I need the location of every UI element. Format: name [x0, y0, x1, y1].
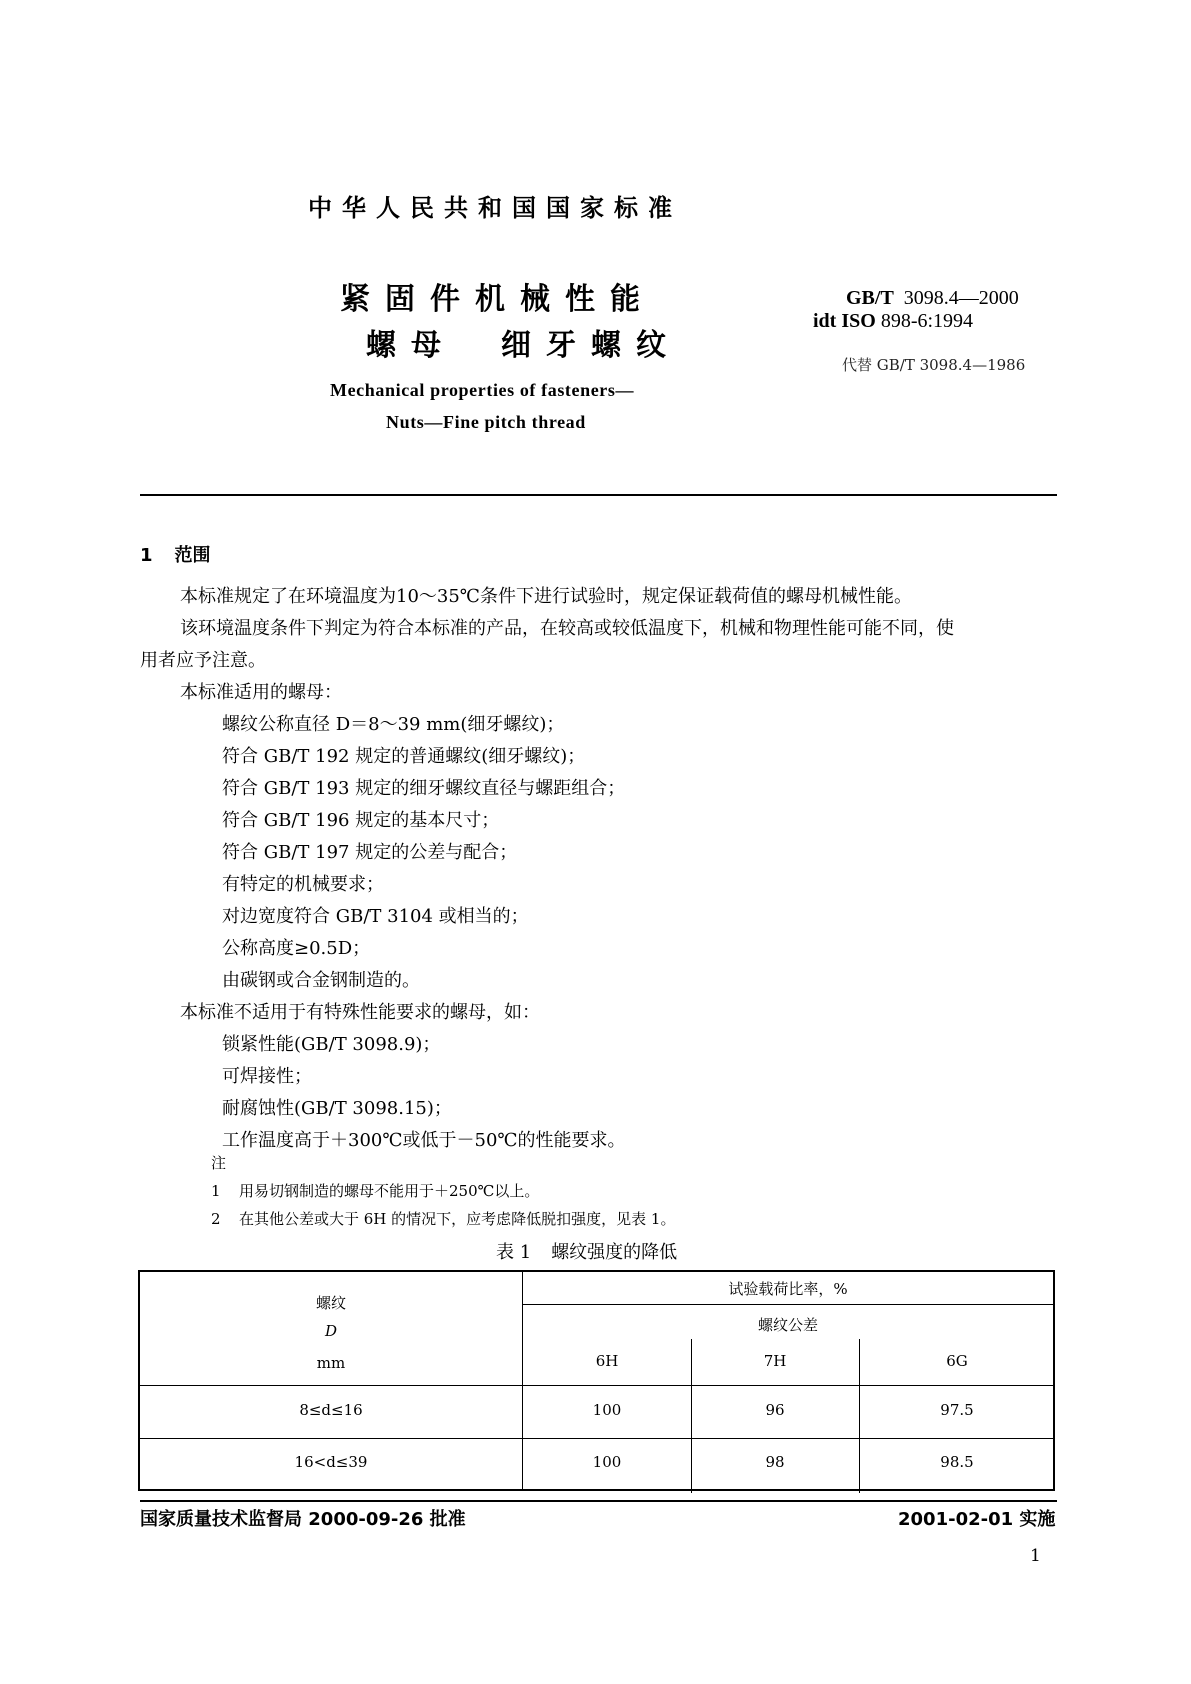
- table-header-6g: 6G: [946, 1352, 968, 1370]
- standard-code-number: 3098.4—2000: [903, 287, 1019, 309]
- list-item: 符合 GB/T 193 规定的细牙螺纹直径与螺距组合；: [222, 778, 626, 799]
- title-chinese-line2: 螺母 细牙螺纹: [366, 328, 681, 363]
- table-vline-col2: [691, 1339, 692, 1493]
- list-item: 符合 GB/T 196 规定的基本尺寸；: [222, 810, 500, 831]
- table-header-load-ratio: 试验载荷比率，%: [728, 1280, 848, 1298]
- title-english-line2: Nuts—Fine pitch thread: [386, 412, 586, 432]
- note-text: 在其他公差或大于 6H 的情况下，应考虑降低脱扣强度，见表 1。: [239, 1210, 676, 1228]
- table-vline-col1: [522, 1272, 523, 1385]
- note-item: [211, 1180, 539, 1201]
- notes-label: 注: [211, 1154, 227, 1172]
- title-english-line1: Mechanical properties of fasteners—: [330, 380, 635, 400]
- table-caption-label: 表 1: [496, 1242, 532, 1263]
- note-number: 1: [211, 1182, 221, 1200]
- table-cell-range: 8≤d≤16: [299, 1401, 363, 1419]
- table-header-6h: 6H: [595, 1352, 619, 1370]
- list-item: 对边宽度符合 GB/T 3104 或相当的；: [222, 906, 529, 927]
- list-item: 可焊接性；: [222, 1066, 312, 1087]
- list-item: 锁紧性能(GB/T 3098.9)；: [222, 1034, 441, 1055]
- effective-date: 2001-02-01 实施: [898, 1509, 1056, 1530]
- idt-number: 898-6:1994: [880, 310, 974, 332]
- paragraph-2-line2: 用者应予注意。: [140, 650, 266, 671]
- table-caption-title: 螺纹强度的降低: [551, 1242, 678, 1263]
- thread-strength-table: [138, 1270, 1055, 1491]
- standard-code-prefix: GB/T: [846, 287, 894, 309]
- list-item: 螺纹公称直径 D＝8～39 mm(细牙螺纹)；: [222, 714, 565, 735]
- table-header-thread: 螺纹: [315, 1294, 347, 1312]
- table-caption: [496, 1238, 677, 1264]
- standard-organization: 中华人民共和国国家标准: [308, 194, 682, 222]
- table-vline-col3: [859, 1339, 860, 1493]
- title-chinese-line1: 紧固件机械性能: [340, 282, 655, 317]
- table-cell: 97.5: [940, 1401, 974, 1419]
- note-number: 2: [211, 1210, 221, 1228]
- paragraph-2-line1: 该环境温度条件下判定为符合本标准的产品，在较高或较低温度下，机械和物理性能可能不同，使: [180, 618, 954, 639]
- section-heading: [140, 541, 211, 567]
- table-header-7h: 7H: [763, 1352, 787, 1370]
- list-item: 符合 GB/T 197 规定的公差与配合；: [222, 842, 518, 863]
- table-header-tolerance: 螺纹公差: [757, 1316, 819, 1334]
- idt-prefix: idt ISO: [813, 310, 876, 332]
- note-item: [211, 1208, 675, 1229]
- note-text: 用易切钢制造的螺母不能用于＋250℃以上。: [239, 1182, 540, 1200]
- replaces-code: 代替 GB/T 3098.4—1986: [842, 356, 1026, 374]
- header-divider: [140, 494, 1057, 496]
- table-hline-row: [140, 1438, 1055, 1439]
- list-item: 工作温度高于＋300℃或低于－50℃的性能要求。: [222, 1130, 626, 1151]
- list-item: 耐腐蚀性(GB/T 3098.15)；: [222, 1098, 452, 1119]
- table-cell: 98: [765, 1453, 785, 1471]
- list-item: 由碳钢或合金钢制造的。: [222, 970, 420, 991]
- table-hline-group: [522, 1304, 1055, 1305]
- table-cell: 98.5: [940, 1453, 974, 1471]
- table-hline-header: [140, 1385, 1055, 1386]
- page-number: 1: [1030, 1546, 1041, 1566]
- section-number: 1: [140, 545, 153, 566]
- table-cell-range: 16<d≤39: [294, 1453, 368, 1471]
- paragraph-1: 本标准规定了在环境温度为10～35℃条件下进行试验时，规定保证载荷值的螺母机械性能。: [180, 586, 912, 607]
- table-header-thread-unit: mm: [316, 1354, 346, 1372]
- table-cell: 100: [592, 1453, 622, 1471]
- list-item: 公称高度≥0.5D；: [222, 938, 371, 959]
- idt-code: [813, 310, 973, 333]
- table-cell: 96: [765, 1401, 785, 1419]
- table-cell: 100: [592, 1401, 622, 1419]
- standard-code: [846, 287, 1019, 310]
- list-item: 有特定的机械要求；: [222, 874, 384, 895]
- applies-intro: 本标准适用的螺母：: [180, 682, 342, 703]
- section-title: 范围: [174, 545, 211, 566]
- table-header-thread-symbol: D: [324, 1322, 338, 1340]
- list-item: 符合 GB/T 192 规定的普通螺纹(细牙螺纹)；: [222, 746, 586, 767]
- footer-divider: [140, 1500, 1057, 1502]
- approval-date: 国家质量技术监督局 2000-09-26 批准: [140, 1509, 466, 1530]
- not-applies-intro: 本标准不适用于有特殊性能要求的螺母，如：: [180, 1002, 540, 1023]
